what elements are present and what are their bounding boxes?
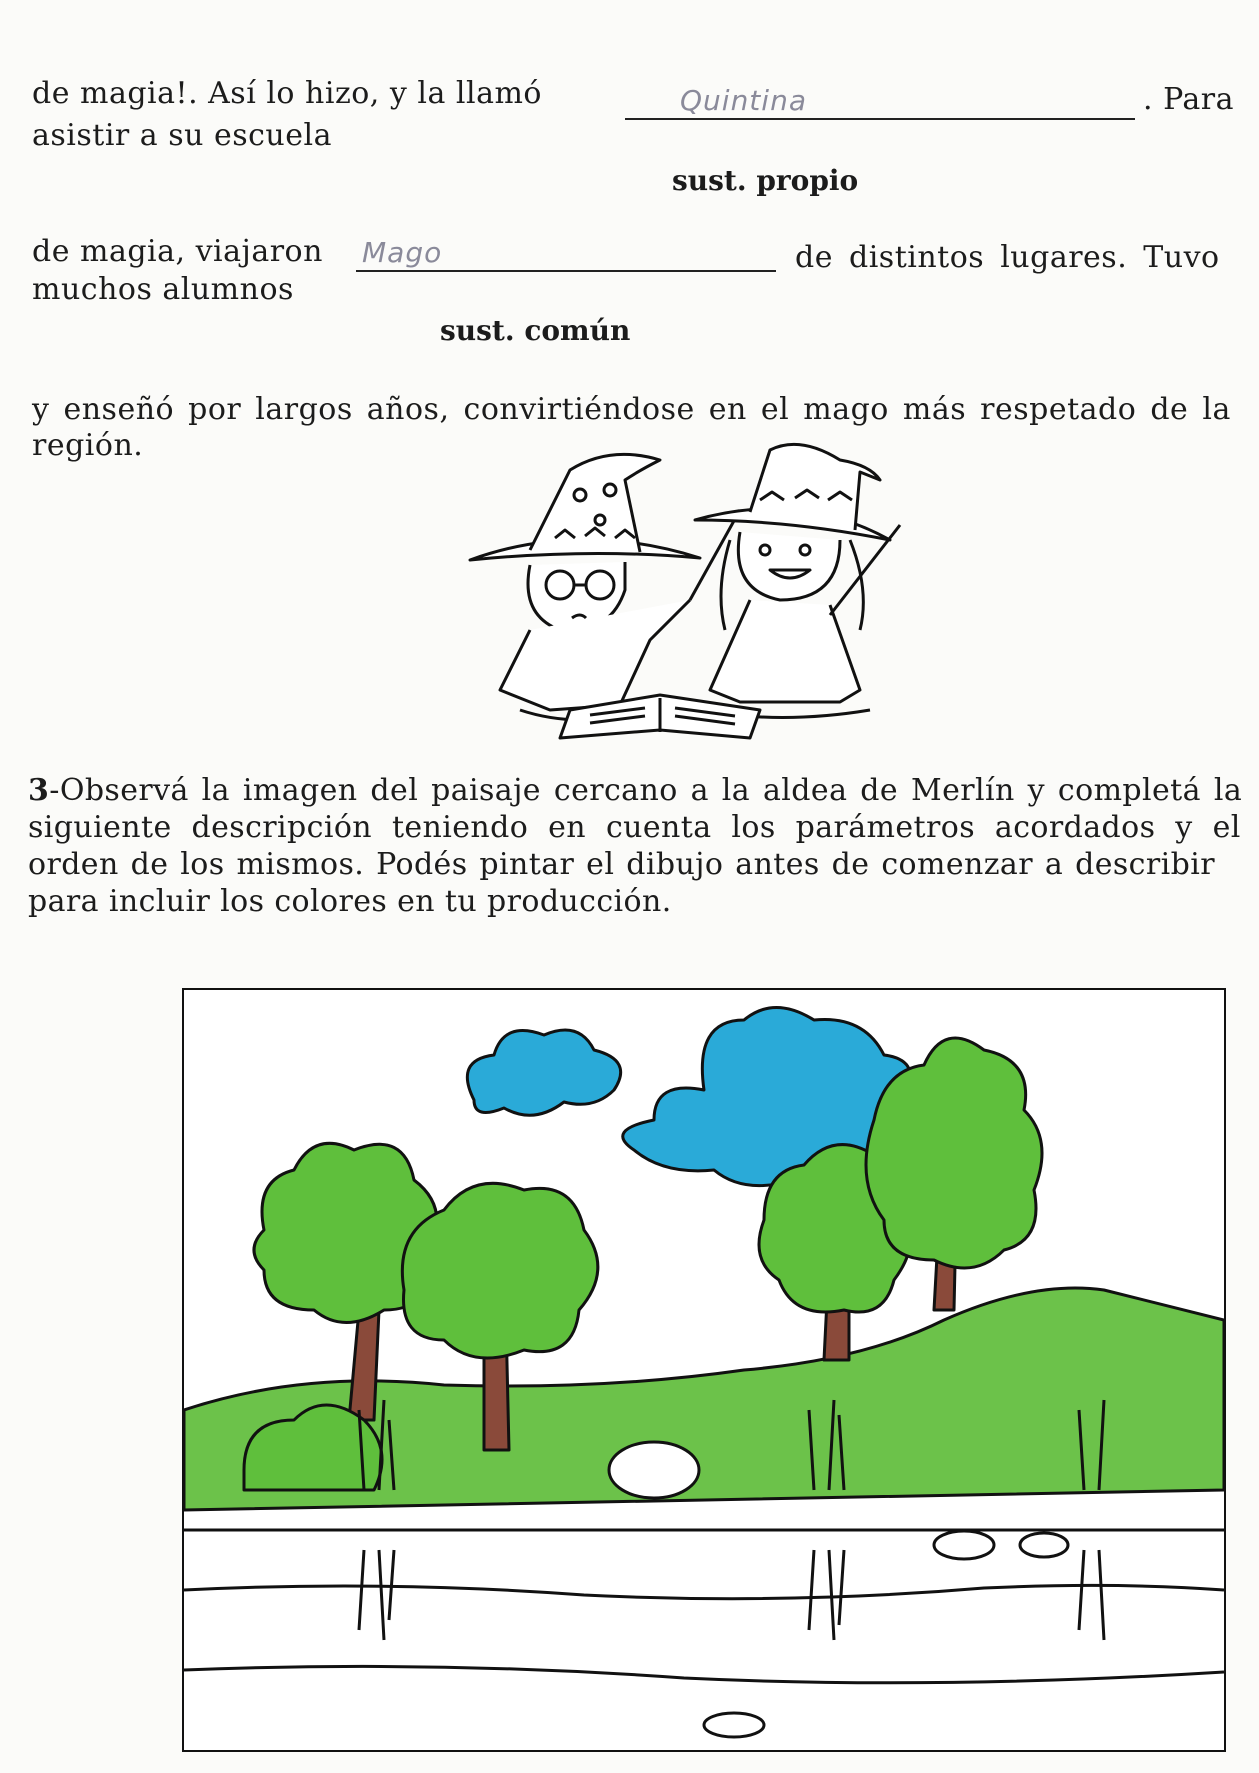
label-sust-comun: sust. común bbox=[440, 314, 631, 347]
sentence-2-end: de distintos lugares. Tuvo bbox=[795, 240, 1220, 275]
exercise-line-1: -Observá la imagen del paisaje cercano a la aldea de Merlín y completá la bbox=[49, 773, 1243, 808]
sentence-2-start: de magia, viajaron bbox=[32, 234, 323, 269]
sentence-1-continuation: asistir a su escuela bbox=[32, 118, 332, 153]
answer-blank-proper-noun[interactable] bbox=[625, 118, 1135, 120]
tree-trunk-1 bbox=[349, 1310, 379, 1420]
answer-blank-common-noun[interactable] bbox=[356, 270, 776, 272]
landscape-illustration bbox=[184, 990, 1224, 1750]
sentence-1-start: de magia!. Así lo hizo, y la llamó bbox=[32, 76, 542, 111]
exercise-line-3: orden de los mismos. Podés pintar el dibujo antes de comenzar a describir bbox=[28, 847, 1215, 882]
landscape-frame bbox=[182, 988, 1226, 1752]
exercise-line-2: siguiente descripción teniendo en cuenta los parámetros acordados y el bbox=[28, 810, 1241, 845]
handwritten-answer-2: Mago bbox=[362, 236, 443, 269]
sentence-3-continuation: región. bbox=[32, 428, 144, 463]
exercise-number: 3 bbox=[28, 773, 50, 808]
sentence-3: y enseñó por largos años, convirtiéndose en el mago más respetado de la bbox=[32, 392, 1231, 427]
wizards-illustration bbox=[460, 440, 980, 740]
handwritten-answer-1: Quintina bbox=[680, 84, 807, 117]
exercise-line-4: para incluir los colores en tu producción. bbox=[28, 884, 672, 919]
cloud-small bbox=[467, 1030, 620, 1115]
label-sust-propio: sust. propio bbox=[672, 164, 859, 197]
sentence-1-end: . Para bbox=[1143, 82, 1235, 117]
sentence-2-continuation: muchos alumnos bbox=[32, 272, 294, 307]
exercise-3-instructions bbox=[28, 772, 1243, 920]
